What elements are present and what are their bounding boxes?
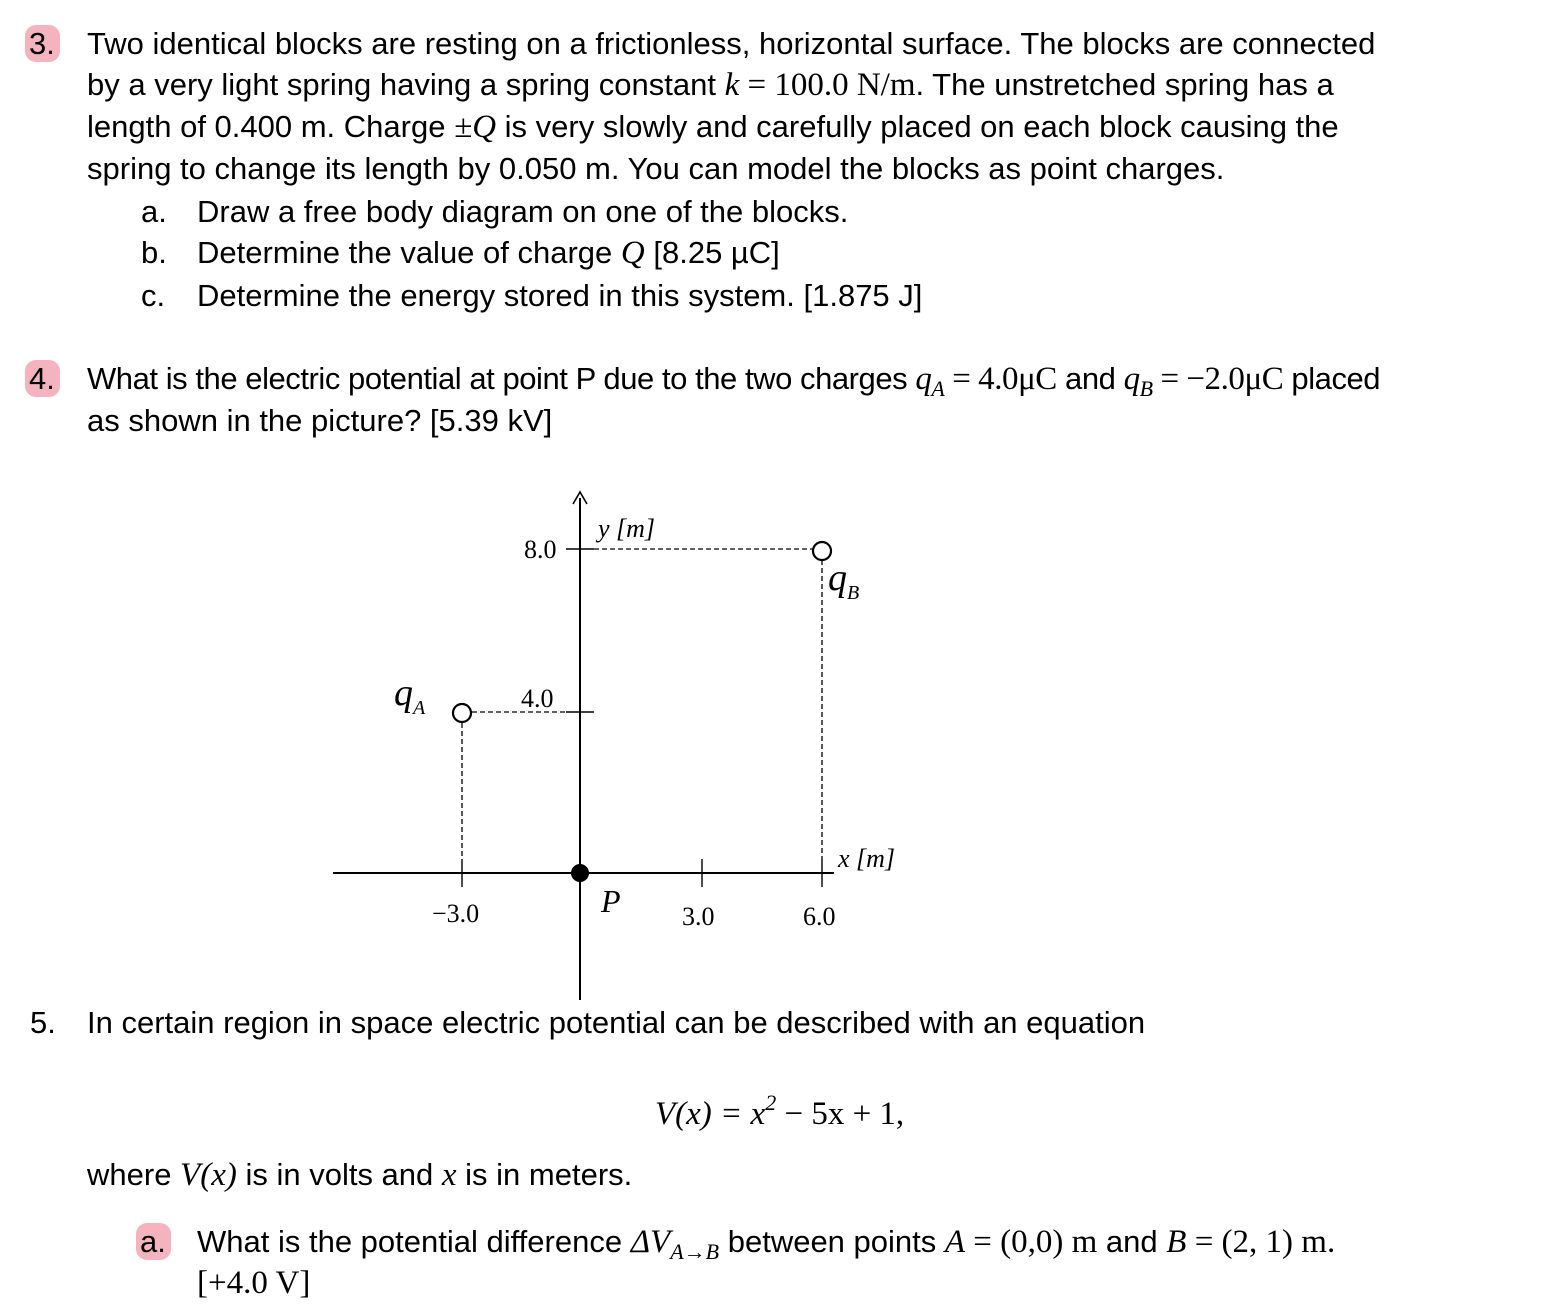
- problem-3a-text: Draw a free body diagram on one of the blocks.: [197, 194, 849, 229]
- problem-5-number: 5.: [30, 1005, 56, 1040]
- xtick-m3-label: −3.0: [432, 899, 480, 928]
- x-axis-label: x [m]: [838, 844, 896, 873]
- xtick-6-label: 6.0: [803, 902, 836, 931]
- xtick-3-label: 3.0: [682, 902, 715, 931]
- problem-3-number: 3.: [30, 28, 60, 59]
- problem-5a-answer: [+4.0 V]: [197, 1265, 311, 1301]
- problem-4-line-2: as shown in the picture? [5.39 kV]: [87, 403, 553, 438]
- problem-5a-label: a.: [141, 1226, 171, 1257]
- problem-3-line-2: by a very light spring having a spring constant k = 100.0 N/m. The unstretched spring has a: [87, 67, 1334, 103]
- problem-5-line-1: In certain region in space electric potential can be described with an equation: [87, 1005, 1146, 1040]
- potential-equation: $V(x) = x^2 - 5x + 1$,: [655, 1090, 905, 1132]
- charge-qa: [453, 704, 471, 722]
- problem-5a-text: What is the potential difference $\Delta V_{A\to B}$ between points A = (0,0) m and B = (2, 1) m.: [197, 1224, 1336, 1264]
- problem-3a-label: a.: [141, 194, 167, 229]
- problem-4-line-1: What is the electric potential at point P due to the two charges $q_A = 4.0\mu C$ and $q_B = -2.0\mu C$ placed: [87, 361, 1381, 401]
- qb-label: $q_B$: [828, 557, 860, 604]
- problem-3c-text: Determine the energy stored in this system. [1.875 J]: [197, 278, 923, 313]
- point-p-label: P: [601, 883, 621, 919]
- qa-label: $q_A$: [394, 672, 426, 719]
- problem-3c-label: c.: [141, 278, 166, 313]
- ytick-4-label: 4.0: [521, 684, 554, 713]
- problem-4-number: 4.: [30, 363, 60, 394]
- problem-3-line-1: Two identical blocks are resting on a frictionless, horizontal surface. The blocks are connected: [87, 26, 1376, 61]
- problem-3b-text: Determine the value of charge Q [8.25 µC]: [197, 235, 780, 271]
- problem-3-line-4: spring to change its length by 0.050 m. You can model the blocks as point charges.: [87, 151, 1225, 186]
- ytick-8-label: 8.0: [524, 535, 557, 564]
- problem-3b-label: b.: [141, 235, 167, 270]
- y-axis-label: y [m]: [598, 514, 656, 543]
- point-p: [571, 864, 589, 882]
- problem-5-where: where V(x) is in volts and x is in meters.: [87, 1157, 633, 1193]
- problem-3-line-3: length of 0.400 m. Charge ±Q is very slowly and carefully placed on each block causing the: [87, 109, 1339, 145]
